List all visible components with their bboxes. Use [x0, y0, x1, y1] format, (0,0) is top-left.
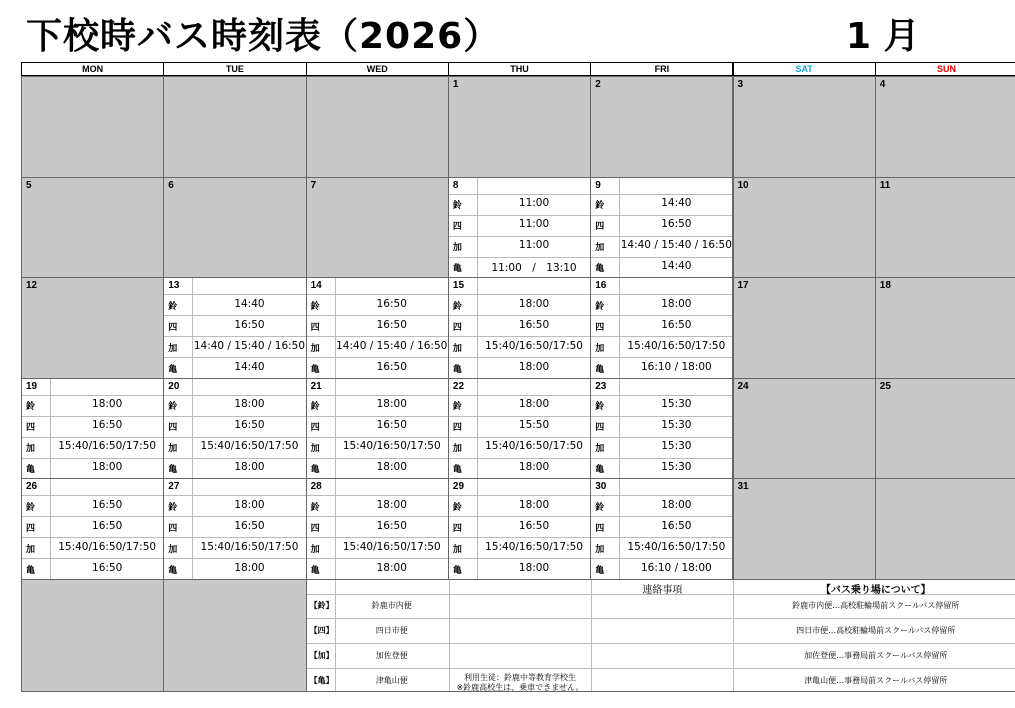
departure-time: 15:40/16:50/17:50: [58, 440, 157, 453]
route-label: 鈴: [452, 201, 462, 212]
day-cell: [306, 177, 449, 279]
route-code: 【亀】: [309, 675, 334, 685]
day-cell: [448, 277, 591, 379]
schedule-row-divider: [449, 395, 590, 396]
schedule-row-divider: [164, 458, 305, 459]
route-label: 四: [310, 322, 320, 333]
route-label: 亀: [452, 565, 462, 576]
day-cell: [448, 478, 591, 580]
day-number: 26: [26, 481, 38, 492]
route-label: 鈴: [452, 301, 462, 312]
route-label: 四: [452, 222, 462, 233]
route-label: 四: [595, 222, 605, 233]
bus-stop-info: 津亀山便…事務局前スクールバス停留所: [804, 675, 948, 685]
day-cell: [306, 378, 449, 480]
schedule-row-divider: [307, 516, 448, 517]
departure-time: 16:50: [234, 419, 265, 432]
route-label: 鈴: [595, 502, 605, 513]
departure-time: 16:50: [661, 519, 692, 532]
day-number: 25: [879, 380, 891, 392]
route-label: 鈴: [168, 402, 178, 413]
schedule-row-divider: [591, 336, 732, 337]
route-label: 加: [26, 444, 36, 455]
departure-time: 18:00: [92, 398, 123, 411]
schedule-row-divider: [449, 537, 590, 538]
day-number: 9: [595, 179, 601, 191]
day-number: 31: [737, 481, 749, 492]
schedule-row-divider: [591, 416, 732, 417]
route-name: 四日市便: [375, 625, 408, 635]
route-label: 加: [310, 343, 320, 354]
day-cell: [875, 177, 1015, 279]
day-cell: [448, 378, 591, 480]
departure-time: 16:50: [518, 318, 550, 331]
route-label: 鈴: [26, 402, 36, 413]
day-number: 5: [26, 179, 32, 191]
day-cell: [875, 277, 1015, 379]
day-number: 19: [26, 380, 38, 392]
route-label: 亀: [168, 364, 178, 375]
route-label: 四: [310, 423, 320, 434]
route-label: 加: [452, 343, 462, 354]
route-code: 【四】: [309, 625, 334, 635]
day-number: 20: [168, 380, 180, 392]
route-label: 四: [452, 423, 462, 434]
route-label: 四: [168, 523, 178, 534]
departure-time: 14:40 / 15:40 / 16:50: [620, 239, 732, 252]
schedule-row-divider: [164, 395, 305, 396]
route-label: 加: [452, 243, 462, 254]
schedule-row-divider: [307, 416, 448, 417]
schedule-row-divider: [307, 437, 448, 438]
month-label: 1 月: [846, 16, 920, 57]
day-number: 14: [310, 280, 322, 291]
schedule-row-divider: [164, 416, 305, 417]
departure-time: 11:00: [518, 218, 550, 231]
day-cell: [306, 277, 449, 379]
page-title: 下校時バス時刻表（2026）: [26, 16, 501, 57]
weekday-header-sun: SUN: [875, 62, 1015, 76]
schedule-row-divider: [307, 537, 448, 538]
departure-time: 16:50: [92, 519, 123, 532]
route-label: 亀: [168, 565, 178, 576]
schedule-row-divider: [307, 315, 448, 316]
day-number: 2: [595, 79, 601, 90]
day-number: 24: [737, 380, 749, 392]
departure-time: 18:00: [518, 360, 550, 373]
eligibility-note: ※鈴鹿高校生は、乗車できません。: [456, 683, 584, 693]
departure-time: 14:40: [661, 260, 692, 273]
schedule-row-divider: [449, 215, 590, 216]
route-label: 加: [452, 544, 462, 555]
day-number: 8: [452, 179, 459, 191]
schedule-row-divider: [591, 558, 732, 559]
route-label: 鈴: [168, 301, 178, 312]
schedule-row-divider: [164, 294, 305, 295]
route-label: 鈴: [310, 402, 320, 413]
route-label: 亀: [26, 465, 36, 476]
departure-time: 16:50: [92, 561, 123, 574]
route-label: 加: [168, 343, 178, 354]
day-number: 10: [737, 179, 749, 191]
schedule-row-divider: [307, 395, 448, 396]
schedule-row-divider: [22, 516, 163, 517]
route-label: 鈴: [310, 301, 320, 312]
departure-time: 14:40 / 15:40 / 16:50: [193, 339, 306, 352]
route-label: 亀: [310, 565, 320, 576]
schedule-row-divider: [591, 294, 732, 295]
day-number: 11: [879, 179, 891, 191]
route-label: 四: [168, 423, 178, 434]
day-number: 1: [452, 79, 459, 90]
schedule-row-divider: [591, 194, 732, 195]
day-cell: [448, 177, 591, 279]
departure-time: 18:00: [518, 398, 550, 411]
weekday-header-sat: SAT: [733, 62, 876, 76]
schedule-row-divider: [164, 537, 305, 538]
day-cell: [733, 277, 876, 379]
route-label: 鈴: [452, 402, 462, 413]
departure-time: 15:40/16:50/17:50: [342, 440, 441, 453]
day-number: 4: [879, 79, 886, 90]
day-number: 7: [310, 179, 317, 191]
schedule-row-divider: [449, 236, 590, 237]
route-name: 津亀山便: [375, 675, 408, 685]
route-label: 四: [595, 523, 605, 534]
departure-time: 18:00: [376, 561, 407, 574]
departure-time: 14:40: [234, 360, 265, 373]
schedule-row-divider: [591, 215, 732, 216]
day-number: 27: [168, 481, 180, 492]
day-cell: [306, 76, 449, 178]
departure-time: 18:00: [376, 461, 407, 474]
weekday-header-wed: WED: [306, 62, 449, 76]
departure-time: 15:40/16:50/17:50: [200, 540, 299, 553]
schedule-row-divider: [164, 558, 305, 559]
day-cell: [163, 177, 306, 279]
departure-time: 18:00: [234, 498, 265, 511]
day-cell: [875, 478, 1015, 580]
route-label: 四: [26, 523, 36, 534]
day-cell: [163, 76, 306, 178]
departure-time: 15:40/16:50/17:50: [200, 440, 299, 453]
day-number: 22: [452, 380, 465, 392]
departure-time: 15:40/16:50/17:50: [342, 540, 441, 553]
weekday-header-thu: THU: [448, 62, 591, 76]
schedule-row-divider: [449, 294, 590, 295]
departure-time: 16:50: [661, 318, 692, 331]
departure-time: 15:40/16:50/17:50: [485, 540, 583, 553]
footer-blank: [21, 579, 164, 693]
departure-time: 15:30: [661, 419, 692, 432]
departure-time: 18:00: [518, 461, 550, 474]
route-code: 【鈴】: [309, 600, 334, 610]
schedule-row-divider: [591, 357, 732, 358]
day-cell: [733, 378, 876, 480]
route-label: 加: [168, 444, 178, 455]
schedule-row-divider: [307, 458, 448, 459]
route-label: 四: [452, 322, 462, 333]
route-label: 四: [310, 523, 320, 534]
eligibility-note: 利用生徒：鈴鹿中等教育学校生: [464, 673, 577, 683]
day-number: 16: [595, 280, 607, 291]
schedule-row-divider: [449, 558, 590, 559]
day-number: 13: [168, 280, 180, 291]
weekday-header-mon: MON: [21, 62, 164, 76]
route-label: 加: [310, 544, 320, 555]
day-cell: [733, 76, 876, 178]
day-number: 21: [310, 380, 322, 392]
route-label: 四: [452, 523, 462, 534]
route-label: 鈴: [168, 502, 178, 513]
bus-stop-title: 【バス乗り場について】: [820, 584, 931, 596]
footer-divider: [307, 643, 732, 644]
schedule-row-divider: [307, 336, 448, 337]
day-cell: [590, 177, 733, 279]
day-number: 15: [452, 280, 465, 291]
route-name: 鈴鹿市内便: [371, 600, 412, 610]
day-cell: [590, 277, 733, 379]
contact-title: 連絡事項: [642, 584, 683, 596]
calendar-grid: [21, 62, 996, 692]
schedule-row-divider: [591, 495, 732, 496]
schedule-row-divider: [22, 395, 163, 396]
schedule-row-divider: [164, 437, 305, 438]
departure-time: 11:00 / 13:10: [491, 262, 577, 275]
schedule-row-divider: [591, 458, 732, 459]
day-cell: [875, 76, 1015, 178]
departure-time: 15:30: [661, 461, 692, 474]
route-label: 亀: [595, 465, 605, 476]
departure-time: 16:10 / 18:00: [640, 360, 712, 373]
day-cell: [21, 277, 164, 379]
day-number: 18: [879, 280, 891, 291]
schedule-row-divider: [449, 315, 590, 316]
schedule-row-divider: [591, 437, 732, 438]
route-label: 亀: [168, 465, 178, 476]
route-label: 亀: [452, 465, 462, 476]
footer-divider: [307, 668, 732, 669]
footer-divider: [733, 668, 1015, 669]
schedule-row-divider: [449, 437, 590, 438]
route-label: 鈴: [26, 502, 36, 513]
schedule-row-divider: [164, 336, 305, 337]
route-label: 鈴: [595, 201, 605, 212]
schedule-row-divider: [591, 257, 732, 258]
departure-time: 11:00: [518, 239, 550, 252]
departure-time: 14:40: [661, 197, 692, 210]
route-label: 亀: [310, 364, 320, 375]
route-label: 加: [168, 544, 178, 555]
schedule-row-divider: [22, 458, 163, 459]
route-label: 加: [595, 243, 605, 254]
departure-time: 16:50: [518, 519, 550, 532]
route-code: 【加】: [309, 650, 334, 660]
footer-blank: [163, 579, 306, 693]
day-cell: [590, 76, 733, 178]
departure-time: 18:00: [661, 498, 692, 511]
departure-time: 15:40/16:50/17:50: [485, 440, 583, 453]
schedule-row-divider: [591, 537, 732, 538]
route-label: 亀: [452, 364, 462, 375]
footer-divider: [307, 618, 732, 619]
day-cell: [590, 378, 733, 480]
day-number: 17: [737, 280, 749, 291]
departure-time: 18:00: [518, 297, 550, 310]
day-number: 30: [595, 481, 607, 492]
day-cell: [21, 478, 164, 580]
schedule-row-divider: [591, 516, 732, 517]
departure-time: 18:00: [518, 498, 550, 511]
schedule-row-divider: [591, 395, 732, 396]
schedule-row-divider: [164, 516, 305, 517]
departure-time: 18:00: [376, 498, 407, 511]
route-label: 亀: [310, 465, 320, 476]
schedule-row-divider: [449, 336, 590, 337]
route-label: 加: [452, 444, 462, 455]
day-cell: [733, 478, 876, 580]
departure-time: 16:50: [376, 519, 407, 532]
schedule-row-divider: [22, 416, 163, 417]
day-cell: [733, 177, 876, 279]
departure-time: 18:00: [92, 461, 123, 474]
route-label: 加: [595, 444, 605, 455]
route-label: 加: [310, 444, 320, 455]
schedule-row-divider: [307, 558, 448, 559]
footer-column-divider: [591, 580, 592, 692]
schedule-row-divider: [22, 495, 163, 496]
route-label: 亀: [595, 264, 605, 275]
departure-time: 11:00: [518, 197, 550, 210]
day-number: 28: [310, 481, 322, 492]
route-label: 鈴: [452, 502, 462, 513]
schedule-row-divider: [591, 315, 732, 316]
departure-time: 15:30: [661, 398, 692, 411]
route-label: 四: [26, 423, 36, 434]
bus-stop-info: 加佐登便…事務局前スクールバス停留所: [804, 650, 948, 660]
schedule-row-divider: [22, 537, 163, 538]
departure-time: 16:50: [92, 498, 123, 511]
route-label: 四: [595, 423, 605, 434]
schedule-row-divider: [449, 357, 590, 358]
schedule-row-divider: [449, 257, 590, 258]
departure-time: 18:00: [661, 297, 692, 310]
schedule-row-divider: [449, 416, 590, 417]
day-cell: [875, 378, 1015, 480]
day-cell: [21, 76, 164, 178]
day-number: 6: [168, 179, 174, 191]
footer-divider: [733, 643, 1015, 644]
schedule-row-divider: [22, 437, 163, 438]
weekday-header-fri: FRI: [590, 62, 733, 76]
schedule-row-divider: [307, 357, 448, 358]
departure-time: 16:50: [376, 297, 407, 310]
route-label: 加: [26, 544, 36, 555]
route-label: 亀: [595, 565, 605, 576]
route-label: 四: [595, 322, 605, 333]
departure-time: 16:50: [92, 419, 123, 432]
departure-time: 18:00: [234, 398, 265, 411]
schedule-row-divider: [449, 194, 590, 195]
schedule-row-divider: [22, 558, 163, 559]
day-cell: [21, 177, 164, 279]
departure-time: 16:50: [234, 318, 265, 331]
departure-time: 18:00: [518, 561, 550, 574]
departure-time: 15:40/16:50/17:50: [627, 339, 726, 352]
day-cell: [163, 478, 306, 580]
route-label: 亀: [452, 264, 462, 275]
route-name: 加佐登便: [375, 650, 408, 660]
footer-divider: [733, 618, 1015, 619]
bus-stop-info: 四日市便…高校駐輪場前スクールバス停留所: [796, 625, 956, 635]
departure-time: 15:40/16:50/17:50: [485, 339, 583, 352]
departure-time: 16:50: [376, 318, 407, 331]
schedule-row-divider: [164, 495, 305, 496]
bus-stop-info: 鈴鹿市内便…高校駐輪場前スクールバス停留所: [792, 600, 960, 610]
schedule-row-divider: [164, 357, 305, 358]
departure-time: 18:00: [376, 398, 407, 411]
schedule-row-divider: [164, 315, 305, 316]
departure-time: 16:50: [234, 519, 265, 532]
route-label: 鈴: [595, 402, 605, 413]
departure-time: 14:40: [234, 297, 265, 310]
day-cell: [163, 378, 306, 480]
schedule-row-divider: [307, 294, 448, 295]
schedule-row-divider: [307, 495, 448, 496]
day-cell: [21, 378, 164, 480]
departure-time: 16:50: [376, 419, 407, 432]
route-label: 亀: [595, 364, 605, 375]
day-cell: [448, 76, 591, 178]
departure-time: 15:50: [518, 419, 550, 432]
day-number: 29: [452, 481, 465, 492]
departure-time: 18:00: [234, 461, 265, 474]
schedule-row-divider: [449, 495, 590, 496]
schedule-row-divider: [449, 516, 590, 517]
route-label: 鈴: [310, 502, 320, 513]
schedule-row-divider: [591, 236, 732, 237]
departure-time: 15:30: [661, 440, 692, 453]
departure-time: 18:00: [234, 561, 265, 574]
departure-time: 16:50: [661, 218, 692, 231]
route-label: 四: [168, 322, 178, 333]
route-label: 亀: [26, 565, 36, 576]
day-cell: [590, 478, 733, 580]
departure-time: 16:10 / 18:00: [640, 561, 712, 574]
day-number: 3: [737, 79, 744, 90]
departure-time: 16:50: [376, 360, 407, 373]
departure-time: 15:40/16:50/17:50: [627, 540, 726, 553]
schedule-row-divider: [449, 458, 590, 459]
footer-panel: [306, 579, 1015, 693]
departure-time: 14:40 / 15:40 / 16:50: [336, 339, 448, 352]
day-cell: [163, 277, 306, 379]
route-label: 加: [595, 343, 605, 354]
weekday-header-tue: TUE: [163, 62, 306, 76]
day-cell: [306, 478, 449, 580]
route-label: 加: [595, 544, 605, 555]
day-number: 12: [26, 280, 38, 291]
day-number: 23: [595, 380, 607, 392]
departure-time: 15:40/16:50/17:50: [58, 540, 157, 553]
route-label: 鈴: [595, 301, 605, 312]
